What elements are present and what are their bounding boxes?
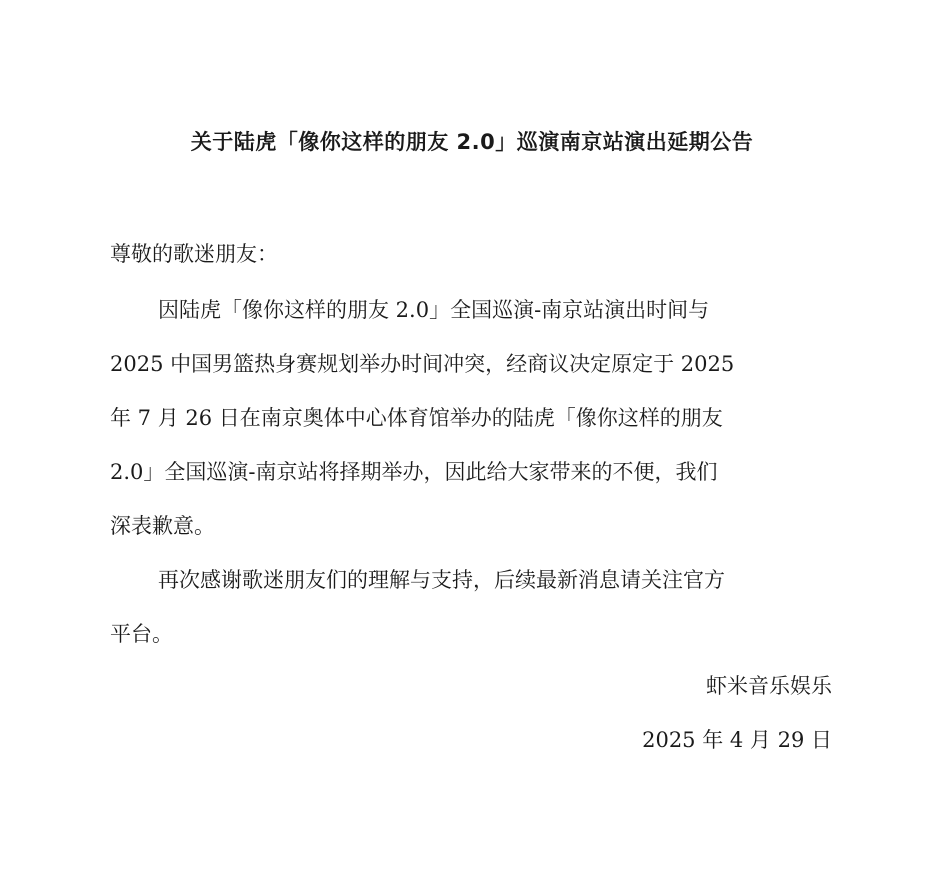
announcement-title: 关于陆虎「像你这样的朋友 2.0」巡演南京站演出延期公告 [190,130,754,154]
paragraph-line: 再次感谢歌迷朋友们的理解与支持，后续最新消息请关注官方 [158,568,725,592]
issuer-signature: 虾米音乐娱乐 [706,674,832,698]
paragraph-line: 因陆虎「像你这样的朋友 2.0」全国巡演-南京站演出时间与 [158,298,710,322]
paragraph-line: 深表歉意。 [110,514,215,538]
paragraph-line: 平台。 [110,622,173,646]
paragraph-line: 2025 中国男篮热身赛规划举办时间冲突，经商议决定原定于 2025 [110,352,735,376]
paragraph-thanks [110,553,834,661]
salutation: 尊敬的歌迷朋友： [110,242,278,266]
paragraph-line: 年 7 月 26 日在南京奥体中心体育馆举办的陆虎「像你这样的朋友 [110,406,723,430]
paragraph-postponement [110,283,834,553]
paragraph-line: 2.0」全国巡演-南京站将择期举办，因此给大家带来的不便，我们 [110,460,718,484]
issue-date: 2025 年 4 月 29 日 [642,728,832,752]
